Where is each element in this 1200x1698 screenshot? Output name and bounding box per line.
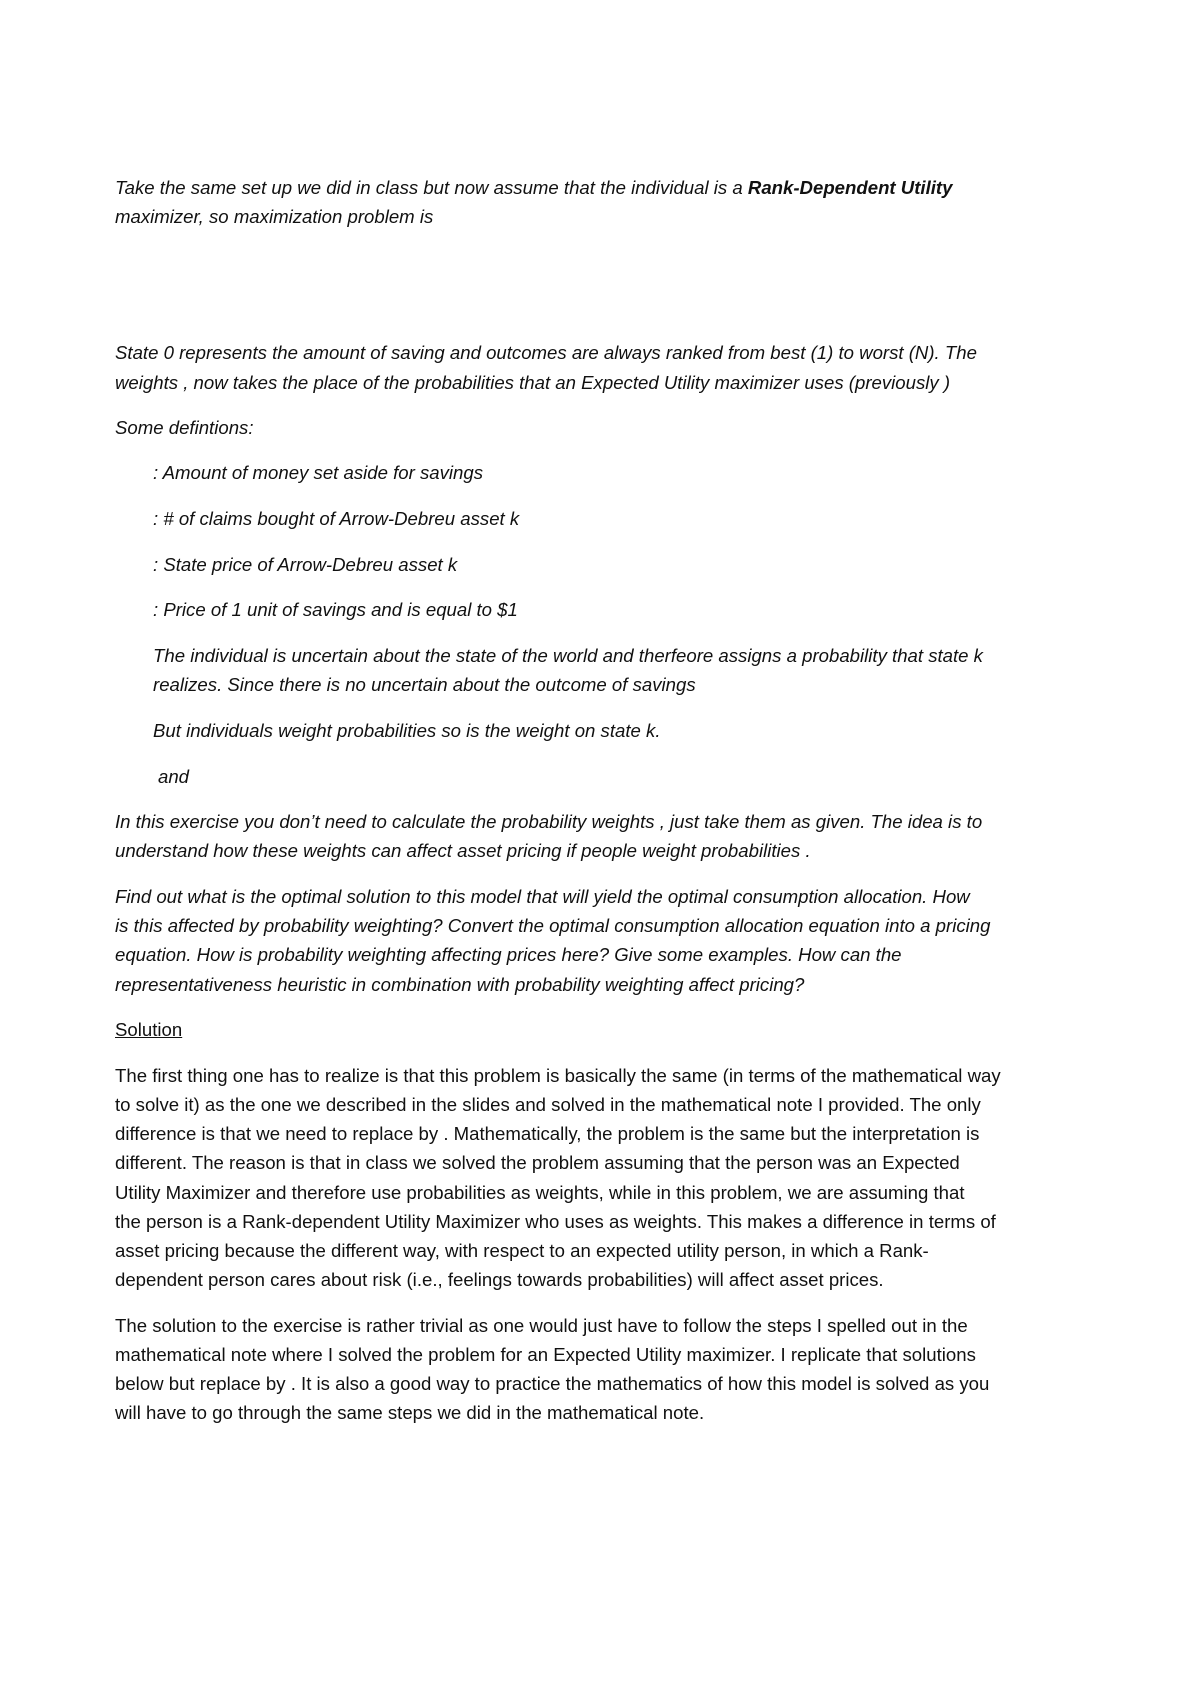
definition-item: : Amount of money set aside for savings — [153, 462, 484, 483]
rank-dependent-utility-term: Rank-Dependent Utility — [747, 177, 953, 198]
question-line-4: representativeness heuristic in combination with probability weighting affect pricing? — [115, 974, 805, 995]
uncertain-line-1: The individual is uncertain about the state of the world and therfeore assigns a probability that state k — [153, 645, 983, 666]
definition-item: : State price of Arrow-Debreu asset k — [153, 554, 458, 575]
intro-line-2: maximizer, so maximization problem is — [115, 206, 434, 227]
solution-para1-line: difference is that we need to replace by . Mathematically, the problem is the same but the interpretation is — [115, 1123, 980, 1144]
definition-item: : Price of 1 unit of savings and is equal to $1 — [153, 599, 518, 620]
exercise-line-2: understand how these weights can affect asset pricing if people weight probabilities . — [115, 840, 811, 861]
and-line: and — [158, 766, 190, 787]
weight-line: But individuals weight probabilities so is the weight on state k. — [153, 720, 661, 741]
definition-item: : # of claims bought of Arrow-Debreu asset k — [153, 508, 520, 529]
state-para-line-2: weights , now takes the place of the probabilities that an Expected Utility maximizer uses (previously ) — [115, 372, 951, 393]
question-line-3: equation. How is probability weighting affecting prices here? Give some examples. How can the — [115, 944, 902, 965]
solution-para2-line: will have to go through the same steps we did in the mathematical note. — [115, 1402, 705, 1423]
solution-para1-line: the person is a Rank-dependent Utility Maximizer who uses as weights. This makes a difference in terms of — [115, 1211, 996, 1232]
uncertain-line-2: realizes. Since there is no uncertain about the outcome of savings — [153, 674, 696, 695]
definitions-heading: Some defintions: — [115, 417, 254, 438]
solution-para2-line: The solution to the exercise is rather trivial as one would just have to follow the steps I spelled out in the — [115, 1315, 968, 1336]
question-line-1: Find out what is the optimal solution to this model that will yield the optimal consumption allocation. How — [115, 886, 970, 907]
solution-para2-line: mathematical note where I solved the problem for an Expected Utility maximizer. I replicate that solutions — [115, 1344, 976, 1365]
solution-para1-line: Utility Maximizer and therefore use probabilities as weights, while in this problem, we are assuming that — [115, 1182, 965, 1203]
solution-para2-line: below but replace by . It is also a good way to practice the mathematics of how this model is solved as you — [115, 1373, 990, 1394]
solution-para1-line: different. The reason is that in class we solved the problem assuming that the person was an Expected — [115, 1152, 960, 1173]
solution-para1-line: to solve it) as the one we described in the slides and solved in the mathematical note I provided. The only — [115, 1094, 981, 1115]
solution-para1-line: dependent person cares about risk (i.e., feelings towards probabilities) will affect asset prices. — [115, 1269, 884, 1290]
exercise-line-1: In this exercise you don’t need to calculate the probability weights , just take them as given. The idea is to — [115, 811, 983, 832]
solution-para1-line: The first thing one has to realize is that this problem is basically the same (in terms of the mathematical way — [115, 1065, 1001, 1086]
intro-line-1-text: Take the same set up we did in class but now assume that the individual is a — [115, 177, 748, 198]
question-line-2: is this affected by probability weighting? Convert the optimal consumption allocation equation into a pricing — [115, 915, 991, 936]
solution-heading: Solution — [115, 1019, 183, 1040]
solution-para1-line: asset pricing because the different way, with respect to an expected utility person, in which a Rank- — [115, 1240, 929, 1261]
intro-line-1 — [115, 177, 952, 199]
state-para-line-1: State 0 represents the amount of saving and outcomes are always ranked from best (1) to worst (N). The — [115, 342, 977, 363]
